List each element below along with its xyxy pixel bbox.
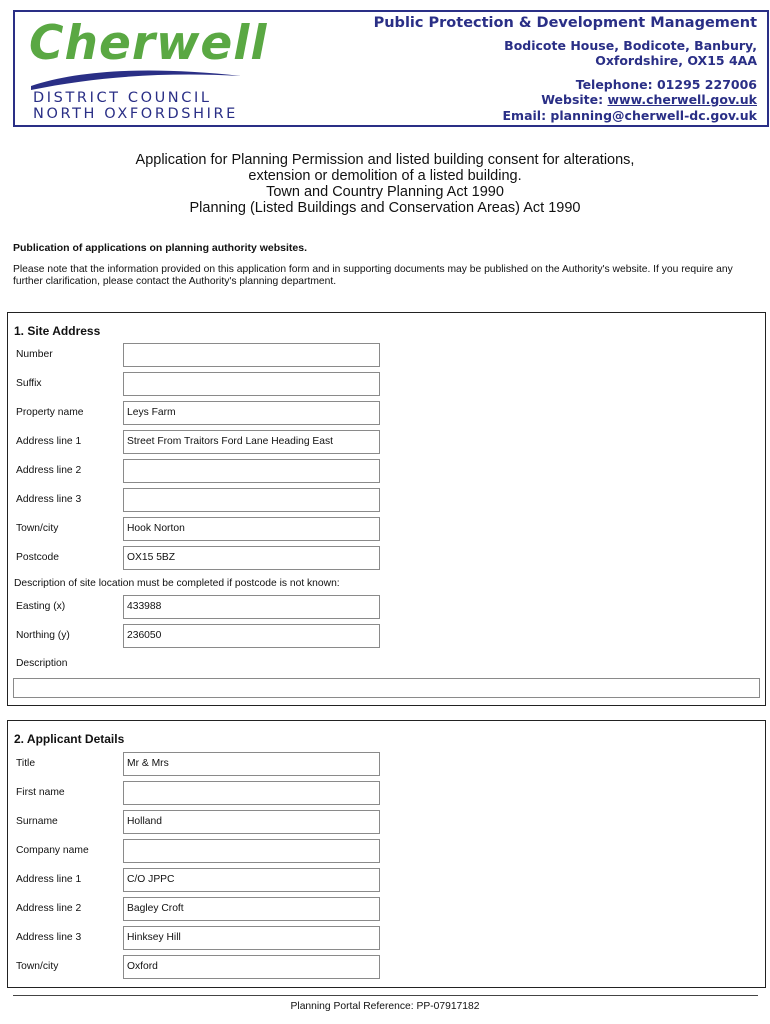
field-row <box>8 372 767 398</box>
field-label: Town/city <box>16 961 59 972</box>
applicant-details-section <box>7 720 766 988</box>
first-name-field[interactable] <box>123 781 380 805</box>
field-label: Suffix <box>16 378 42 389</box>
description-label: Description <box>16 658 68 669</box>
property-name-field[interactable]: Leys Farm <box>123 401 380 425</box>
company-name-field[interactable] <box>123 839 380 863</box>
letterhead <box>13 10 769 127</box>
publication-note: Please note that the information provided on this application form and in supporting documents may be published on the Authority's website. If you require any further clarification, please contact the Authority's planning department. <box>13 264 733 287</box>
title-line-4: Planning (Listed Buildings and Conservation Areas) Act 1990 <box>189 200 581 216</box>
address-line-2-field[interactable] <box>123 459 380 483</box>
site-address-title: 1. Site Address <box>14 324 101 338</box>
town-city-field[interactable]: Hook Norton <box>123 517 380 541</box>
postcode-field[interactable]: OX15 5BZ <box>123 546 380 570</box>
field-label: Address line 3 <box>16 494 82 505</box>
publication-heading: Publication of applications on planning authority websites. <box>13 242 308 254</box>
field-row <box>8 897 767 923</box>
address-line-1-field[interactable]: Street From Traitors Ford Lane Heading East <box>123 430 380 454</box>
address-line-3-field[interactable] <box>123 488 380 512</box>
field-row <box>8 546 767 572</box>
applicant-address-line-2-field[interactable]: Bagley Croft <box>123 897 380 921</box>
field-row <box>8 343 767 369</box>
field-row <box>8 781 767 807</box>
site-address-section <box>7 312 766 706</box>
field-label: Address line 2 <box>16 465 82 476</box>
field-row <box>8 517 767 543</box>
email[interactable]: Email: planning@cherwell-dc.gov.uk <box>502 107 757 123</box>
field-label: Town/city <box>16 523 59 534</box>
field-label: Number <box>16 349 53 360</box>
website-link[interactable]: www.cherwell.gov.uk <box>607 92 757 107</box>
field-row <box>8 955 767 981</box>
field-label: Postcode <box>16 552 59 563</box>
org-name: Public Protection & Development Management <box>373 15 757 31</box>
field-row <box>8 488 767 514</box>
website-line <box>374 92 757 108</box>
field-label: Northing (y) <box>16 630 70 641</box>
field-label: Address line 3 <box>16 932 82 943</box>
number-field[interactable] <box>123 343 380 367</box>
field-label: Company name <box>16 845 89 856</box>
field-label: Easting (x) <box>16 601 66 612</box>
field-label: First name <box>16 787 65 798</box>
applicant-title: 2. Applicant Details <box>14 732 125 746</box>
field-row <box>8 624 767 650</box>
field-label: Surname <box>16 816 58 827</box>
field-row <box>8 752 767 778</box>
field-row <box>8 430 767 456</box>
description-field[interactable] <box>13 678 760 698</box>
field-label: Property name <box>16 407 84 418</box>
logo-swoosh-icon <box>29 64 244 90</box>
surname-field[interactable]: Holland <box>123 810 380 834</box>
applicant-address-line-3-field[interactable]: Hinksey Hill <box>123 926 380 950</box>
address-line-1: Bodicote House, Bodicote, Banbury, <box>504 37 757 53</box>
address-line-2: Oxfordshire, OX15 4AA <box>595 53 757 68</box>
telephone: Telephone: 01295 227006 <box>575 76 757 92</box>
field-row <box>8 839 767 865</box>
title-line-1: Application for Planning Permission and listed building consent for alterations, <box>135 152 635 168</box>
field-row <box>8 401 767 427</box>
applicant-town-city-field[interactable]: Oxford <box>123 955 380 979</box>
field-row <box>8 926 767 952</box>
field-label: Address line 1 <box>16 874 82 885</box>
portal-reference: Planning Portal Reference: PP-07917182 <box>290 1001 480 1012</box>
field-row <box>8 810 767 836</box>
northing-field[interactable]: 236050 <box>123 624 380 648</box>
website-label: Website: <box>541 92 608 107</box>
easting-field[interactable]: 433988 <box>123 595 380 619</box>
field-row <box>8 595 767 621</box>
title-line-3: Town and Country Planning Act 1990 <box>266 184 504 200</box>
footer-divider <box>13 995 758 996</box>
contact-block <box>374 16 757 123</box>
field-row <box>8 459 767 485</box>
logo-wordmark: Cherwell <box>29 16 268 71</box>
applicant-title-field[interactable]: Mr & Mrs <box>123 752 380 776</box>
title-line-2: extension or demolition of a listed building. <box>248 168 522 184</box>
form-title <box>0 152 770 216</box>
applicant-address-line-1-field[interactable]: C/O JPPC <box>123 868 380 892</box>
council-name <box>33 90 238 122</box>
field-label: Title <box>16 758 36 769</box>
field-row <box>8 868 767 894</box>
council-line-1: DISTRICT COUNCIL <box>33 90 212 106</box>
location-note: Description of site location must be completed if postcode is not known: <box>14 578 340 589</box>
suffix-field[interactable] <box>123 372 380 396</box>
council-line-2: NORTH OXFORDSHIRE <box>33 106 238 122</box>
field-label: Address line 1 <box>16 436 82 447</box>
field-label: Address line 2 <box>16 903 82 914</box>
